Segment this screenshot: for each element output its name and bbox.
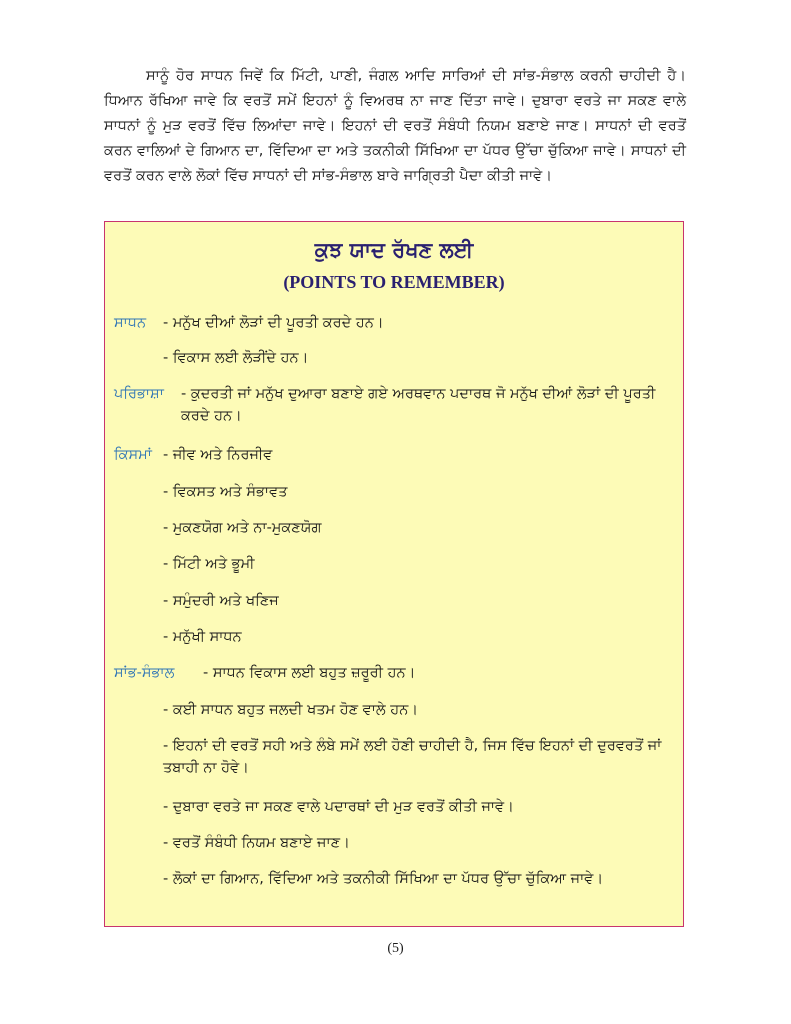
item-text: - ਵਿਕਾਸ ਲਈ ਲੋੜੀਂਦੇ ਹਨ। [163,350,309,366]
box-subtitle: (POINTS TO REMEMBER) [283,272,505,292]
item-text: - ਮਨੁੱਖੀ ਸਾਧਨ [163,629,242,645]
item-text: - ਕੁਦਰਤੀ ਜਾਂ ਮਨੁੱਖ ਦੁਆਰਾ ਬਣਾਏ ਗਏ ਅਰਥਵਾਨ ਪਦਾਰਥ ਜੋ ਮਨੁੱਖ ਦੀਆਂ ਲੋੜਾਂ ਦੀ ਪੂਰਤੀ ਕਰਦੇ ਹਨ। [181,386,656,424]
item-text: - ਵਰਤੋਂ ਸੰਬੰਧੀ ਨਿਯਮ ਬਣਾਏ ਜਾਣ। [163,835,350,851]
item-text: - ਜੀਵ ਅਤੇ ਨਿਰਜੀਵ [163,447,273,463]
item-text: - ਮਿੱਟੀ ਅਤੇ ਭੂਮੀ [163,556,255,572]
intro-paragraph: ਸਾਨੂੰ ਹੋਰ ਸਾਧਨ ਜਿਵੇਂ ਕਿ ਮਿੱਟੀ, ਪਾਣੀ, ਜੰਗਲ ਆਦਿ ਸਾਰਿਆਂ ਦੀ ਸਾਂਭ-ਸੰਭਾਲ ਕਰਨੀ ਚਾਹੀਦੀ ਹੈ। ਧਿਆਨ ਰੱਖਿਆ ਜਾਵੇ ਕਿ ਵਰਤੋਂ ਸਮੇਂ ਇਹਨਾਂ ਨੂੰ ਵਿਅਰਥ ਨਾ ਜਾਣ ਦਿੱਤਾ ਜਾਵੇ। ਦੁਬਾਰਾ ਵਰਤੇ ਜਾ ਸਕਣ ਵਾਲੇ ਸਾਧਨਾਂ ਨੂੰ ਮੁੜ ਵਰਤੋਂ ਵਿੱਚ ਲਿਆਂਦਾ ਜਾਵੇ। ਇਹਨਾਂ ਦੀ ਵਰਤੋਂ ਸੰਬੰਧੀ ਨਿਯਮ ਬਣਾਏ ਜਾਣ। ਸਾਧਨਾਂ ਦੀ ਵਰਤੋਂ ਕਰਨ ਵਾਲਿਆਂ ਦੇ ਗਿਆਨ ਦਾ, ਵਿੱਦਿਆ ਦਾ ਅਤੇ ਤਕਨੀਕੀ ਸਿੱਖਿਆ ਦਾ ਪੱਧਰ ਉੱਚਾ ਚੁੱਕਿਆ ਜਾਵੇ। ਸਾਧਨਾਂ ਦੀ ਵਰਤੋਂ ਕਰਨ ਵਾਲੇ ਲੋਕਾਂ ਵਿੱਚ ਸਾਧਨਾਂ ਦੀ ਸਾਂਭ-ਸੰਭਾਲ ਬਾਰੇ ਜਾਗ੍ਰਿਤੀ ਪੈਦਾ ਕੀਤੀ ਜਾਵੇ। [104,68,686,184]
points-to-remember-box [104,221,684,927]
term-label: ਸਾਧਨ [114,315,147,331]
item-text: - ਇਹਨਾਂ ਦੀ ਵਰਤੋਂ ਸਹੀ ਅਤੇ ਲੰਬੇ ਸਮੇਂ ਲਈ ਹੋਣੀ ਚਾਹੀਦੀ ਹੈ, ਜਿਸ ਵਿੱਚ ਇਹਨਾਂ ਦੀ ਦੁਰਵਰਤੋਂ ਜਾਂ ਤਬਾਹੀ ਨਾ ਹੋਵੇ। [163,738,662,776]
item-text: - ਦੁਬਾਰਾ ਵਰਤੇ ਜਾ ਸਕਣ ਵਾਲੇ ਪਦਾਰਥਾਂ ਦੀ ਮੁੜ ਵਰਤੋਂ ਕੀਤੀ ਜਾਵੇ। [163,799,514,815]
item-text: - ਮੁਕਣਯੋਗ ਅਤੇ ਨਾ-ਮੁਕਣਯੋਗ [163,520,322,536]
term-label: ਸਾਂਭ-ਸੰਭਾਲ [114,665,175,681]
item-text: - ਸਮੁੰਦਰੀ ਅਤੇ ਖਣਿਜ [163,593,279,609]
box-title: ਕੁਝ ਯਾਦ ਰੱਖਣ ਲਈ [314,238,474,262]
item-text: - ਮਨੁੱਖ ਦੀਆਂ ਲੋੜਾਂ ਦੀ ਪੂਰਤੀ ਕਰਦੇ ਹਨ। [163,315,384,331]
item-text: - ਲੋਕਾਂ ਦਾ ਗਿਆਨ, ਵਿੱਦਿਆ ਅਤੇ ਤਕਨੀਕੀ ਸਿੱਖਿਆ ਦਾ ਪੱਧਰ ਉੱਚਾ ਚੁੱਕਿਆ ਜਾਵੇ। [163,871,604,887]
term-label: ਕਿਸਮਾਂ [114,447,152,463]
item-text: - ਸਾਧਨ ਵਿਕਾਸ ਲਈ ਬਹੁਤ ਜ਼ਰੂਰੀ ਹਨ। [203,665,416,681]
page-number: (5) [387,941,404,956]
term-label: ਪਰਿਭਾਸ਼ਾ [114,386,164,402]
item-text: - ਵਿਕਸਤ ਅਤੇ ਸੰਭਾਵਤ [163,484,288,500]
item-text: - ਕਈ ਸਾਧਨ ਬਹੁਤ ਜਲਦੀ ਖਤਮ ਹੋਣ ਵਾਲੇ ਹਨ। [163,702,419,718]
